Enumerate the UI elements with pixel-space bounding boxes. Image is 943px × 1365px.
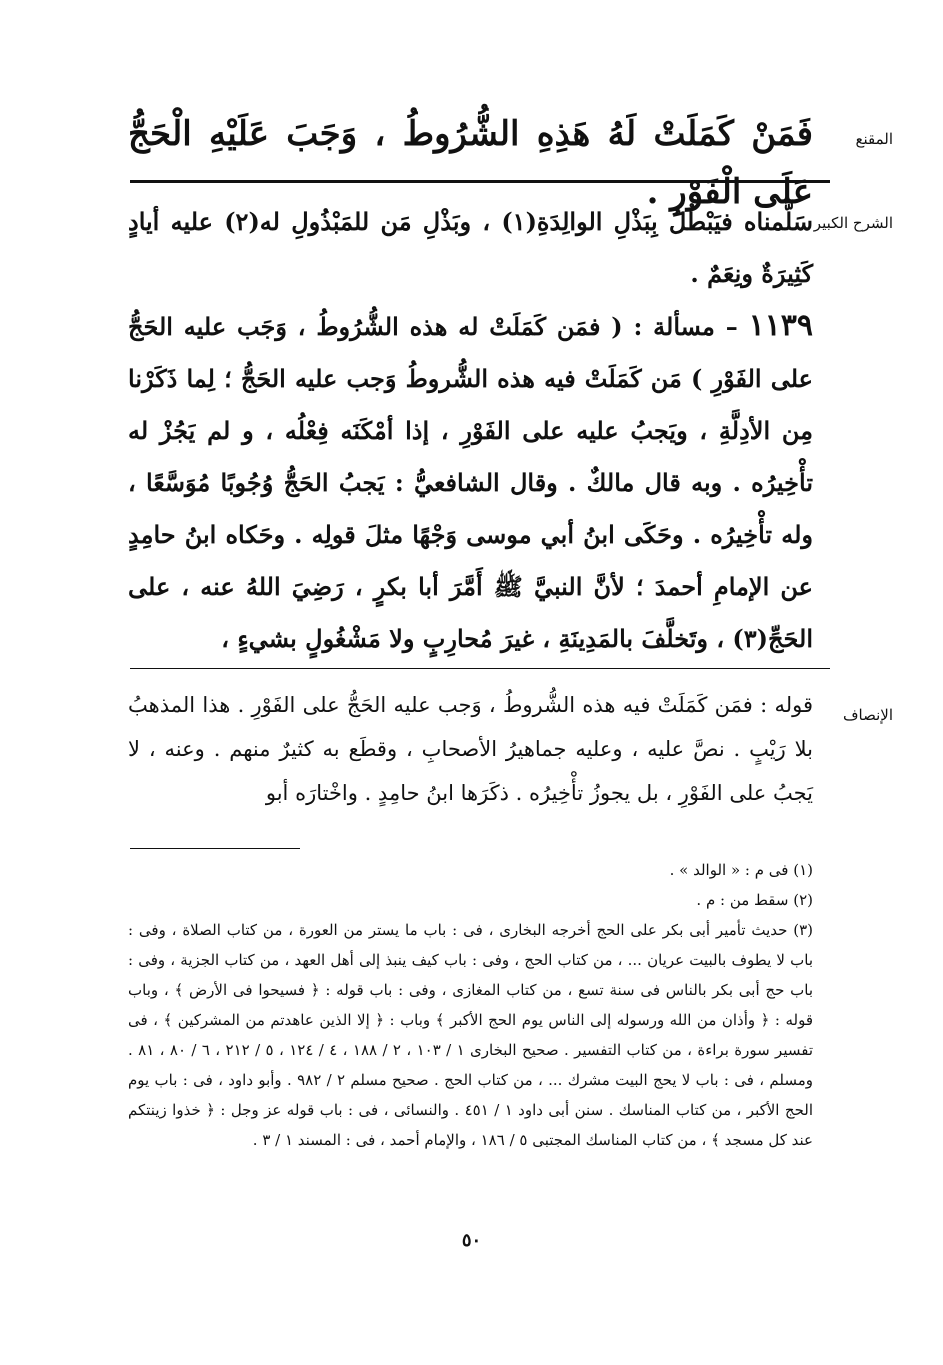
sharh-issue-text: – مسألة : ( فمَن كَمَلَتْ له هذه الشُّرُوطُ ، وَجَب عليه الحَجُّ على الفَوْرِ ) مَن كَمَلَتْ فيه هذه الشُّروطُ وَجب عليه الحَجُّ ؛ لِما ذَكَرْنا مِن الأدِلَّةِ ، ويَجبُ عليه على الفَوْرِ ، إذا أمْكَنَه فِعْلُه ، و لم يَجُزْ له تأْخِيرُه . وبه قال مالكٌ . وقال الشافعيُّ : يَجبُ الحَجُّ وُجُوبًا مُوَسَّعًا ، وله تأْخِيرُه . وحَكَى ابنُ أبي موسى وَجْهًا مثلَ قولِه . وحَكاه ابنُ حامِدٍ عن الإمامِ أحمدَ ؛ لأنَّ النبيَّ ﷺ أَمَّرَ أبا بكرٍ ، رَضِيَ اللهُ عنه ، على الحَجِّ(٣) ، وتَخلَّفَ بالمَدِينَةِ ، غيرَ مُحارِبٍ ولا مَشْغُولٍ بشيءٍ ، (128, 312, 813, 653)
muqni-text: فَمَنْ كَمَلَتْ لَهُ هَذِهِ الشُّرُوطُ ، وَجَبَ عَلَيْهِ الْحَجُّ عَلَى الْفَوْرِ . (128, 114, 813, 212)
insaf-text-block (128, 683, 813, 815)
issue-number: ١١٣٩ (748, 308, 814, 343)
footnote-2: (٢) سقط من : م . (696, 891, 813, 909)
sharh-text-block (128, 196, 813, 665)
insaf-section-label: الإنصاف (842, 706, 893, 724)
footnote-1: (١) فى م : « الوالد » . (669, 861, 813, 879)
page-number: ٥٠ (461, 1230, 482, 1251)
section-divider (130, 180, 830, 183)
footnote-divider (130, 848, 300, 849)
footnote-3: (٣) حديث تأمير أبى بكر على الحج أخرجه البخارى ، فى : باب ما يستر من العورة ، من كتاب الصلاة ، وفى : باب لا يطوف بالبيت عريان ... ، من كتاب الحج ، وفى : باب كيف ينبذ إلى أهل العهد ، من كتاب الجزية ، وفى : باب حج أبى بكر بالناس فى سنة تسع ، من كتاب المغازى ، وفى : باب قوله : ﴿ فسيحوا فى الأرض ﴾ ، وباب قوله : ﴿ وأذان من الله ورسوله إلى الناس يوم الحج الأكبر ﴾ وباب : ﴿ إلا الذين عاهدتم من المشركين ﴾ ، فى تفسير سورة براءة ، من كتاب التفسير . صحيح البخارى ١ / ١٠٣ ، ٢ / ١٨٨ ، ٤ / ١٢٤ ، ٥ / ٢١٢ ، ٦ / ٨٠ ، ٨١ . ومسلم ، فى : باب لا يحج البيت مشرك ... ، من كتاب الحج . صحيح مسلم ٢ / ٩٨٢ . وأبو داود ، فى : باب يوم الحج الأكبر ، من كتاب المناسك . سنن أبى داود ١ / ٤٥١ . والنسائى ، فى : باب قوله عز وجل : ﴿ خذوا زينتكم عند كل مسجد ﴾ ، من كتاب المناسك المجتبى ٥ / ١٨٦ ، والإمام أحمد ، فى : المسند ١ / ٣ . (128, 921, 814, 1149)
section-divider (130, 668, 830, 669)
footnotes (128, 855, 813, 1155)
insaf-text: قوله : فمَن كَمَلَتْ فيه هذه الشُّروطُ ، وَجب عليه الحَجُّ على الفَوْرِ . هذا المذهبُ بلا رَيْبٍ . نصَّ عليه ، وعليه جماهيرُ الأصحابِ ، وقطَع به كثيرٌ منهم . وعنه ، لا يَجبُ على الفَوْرِ ، بل يجوزُ تأْخِيرُه . ذكَرَها ابنُ حامِدٍ . واخْتارَه أبو (128, 693, 813, 805)
sharh-intro: سَلَّمناه فيَبْطُلُ بِبَذْلِ الوالِدَةِ(١) ، وبَذْلِ مَن للمَبْذُولِ له(٢) عليه أيادٍ كَثِيرَةٌ ونِعَمٌ . (128, 207, 813, 288)
sharh-issue-paragraph (128, 300, 813, 665)
sharh-section-label: الشرح الكبير (813, 214, 893, 232)
muqni-section-label: المقنع (855, 130, 893, 148)
